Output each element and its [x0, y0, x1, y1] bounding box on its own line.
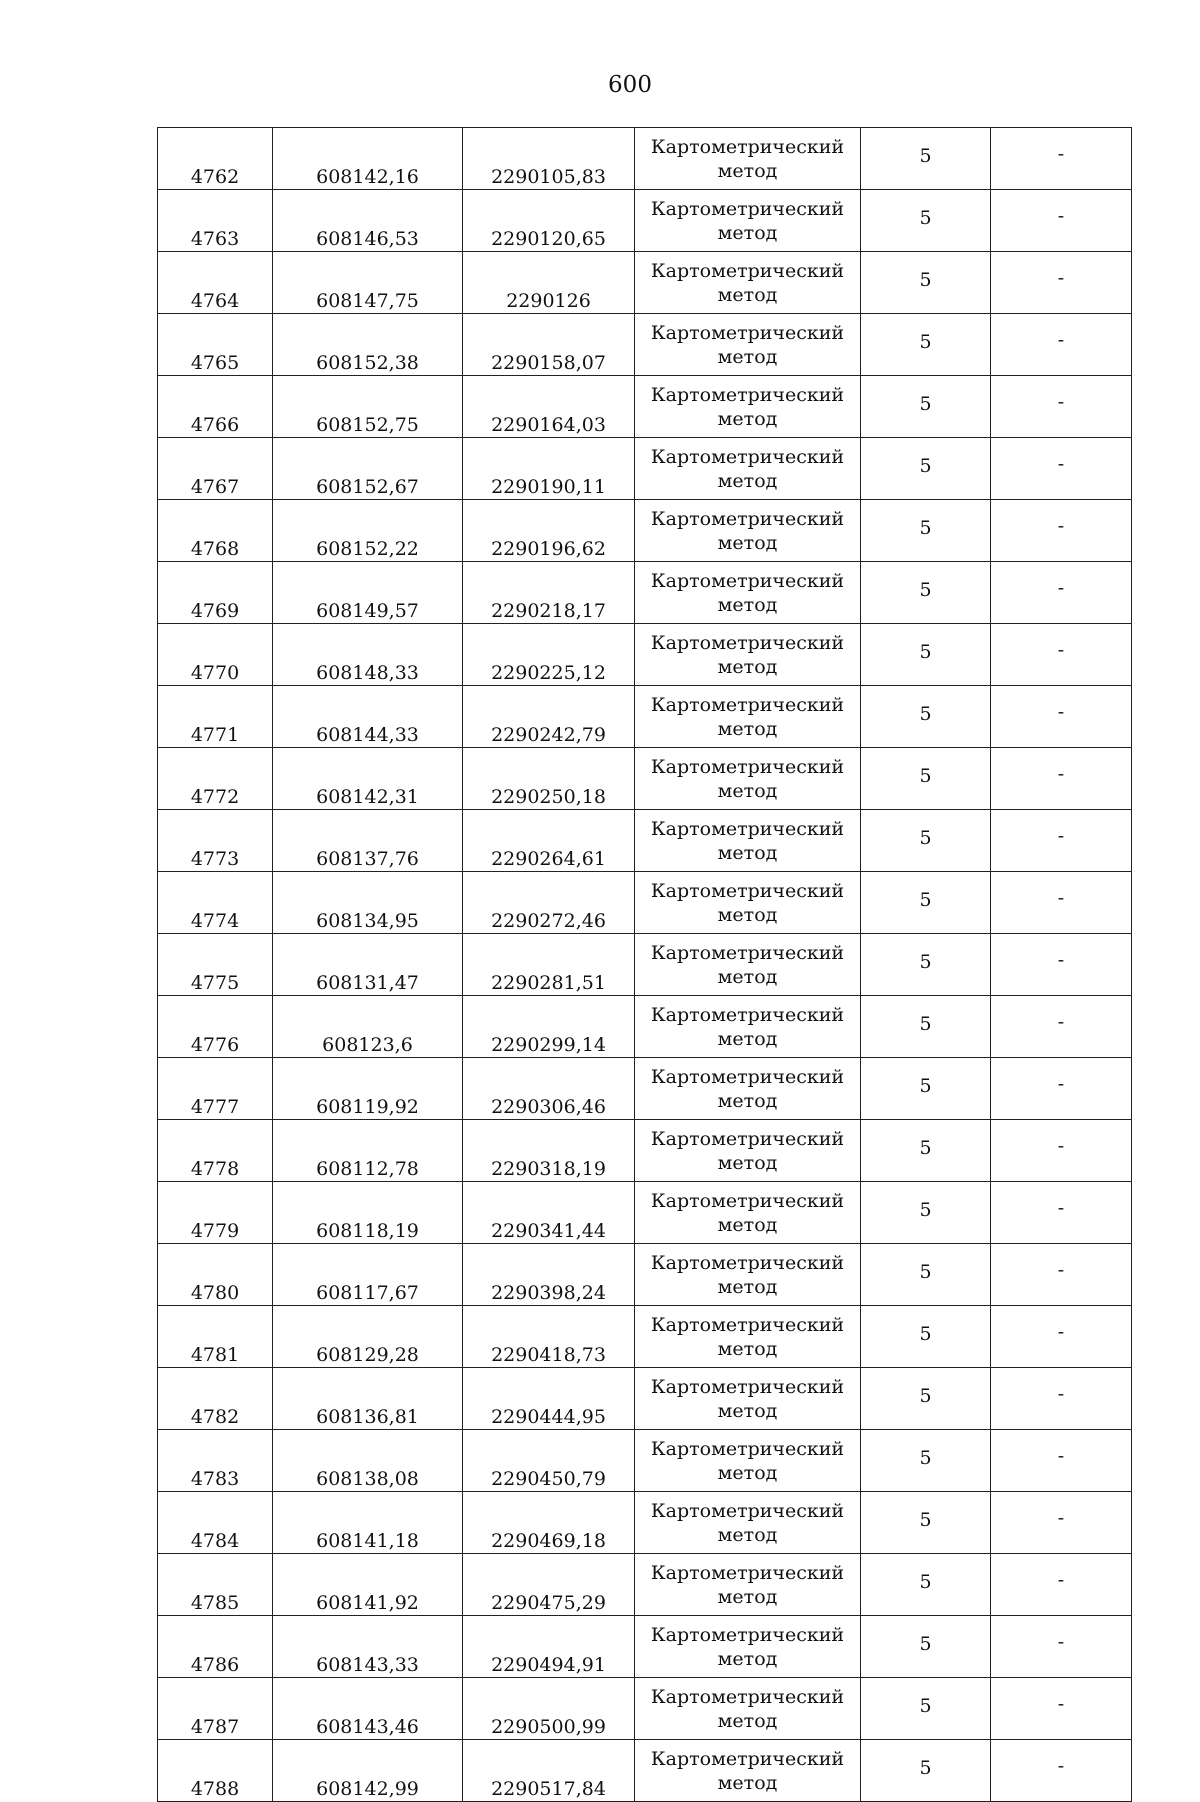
- method-line-1: Картометрический: [650, 1437, 845, 1460]
- x-coordinate-cell: 608112,78: [273, 1120, 463, 1182]
- method-cell: [635, 1244, 861, 1306]
- method-line-1: Картометрический: [650, 321, 845, 344]
- point-number-cell: 4776: [158, 996, 273, 1058]
- method-line-1: Картометрический: [650, 631, 845, 654]
- table-row: [158, 376, 1132, 438]
- accuracy-cell: 5: [861, 1430, 991, 1492]
- y-coordinate-cell: 2290196,62: [463, 500, 635, 562]
- method-line-1: Картометрический: [650, 1189, 845, 1212]
- method-cell: [635, 1430, 861, 1492]
- method-cell: [635, 1306, 861, 1368]
- accuracy-cell: 5: [861, 1492, 991, 1554]
- accuracy-cell: 5: [861, 872, 991, 934]
- method-cell: [635, 190, 861, 252]
- point-number-cell: 4779: [158, 1182, 273, 1244]
- method-line-1: Картометрический: [650, 1127, 845, 1150]
- x-coordinate-cell: 608147,75: [273, 252, 463, 314]
- y-coordinate-cell: 2290306,46: [463, 1058, 635, 1120]
- method-cell: [635, 562, 861, 624]
- accuracy-cell: 5: [861, 314, 991, 376]
- method-line-1: Картометрический: [650, 383, 845, 406]
- method-line-1: Картометрический: [650, 941, 845, 964]
- x-coordinate-cell: 608143,46: [273, 1678, 463, 1740]
- point-number-cell: 4772: [158, 748, 273, 810]
- accuracy-cell: 5: [861, 376, 991, 438]
- method-line-1: Картометрический: [650, 1685, 845, 1708]
- method-line-1: Картометрический: [650, 693, 845, 716]
- point-number-cell: 4780: [158, 1244, 273, 1306]
- method-line-1: Картометрический: [650, 445, 845, 468]
- x-coordinate-cell: 608141,18: [273, 1492, 463, 1554]
- method-line-1: Картометрический: [650, 1623, 845, 1646]
- method-line-1: Картометрический: [650, 507, 845, 530]
- table-row: [158, 1244, 1132, 1306]
- accuracy-cell: 5: [861, 934, 991, 996]
- point-number-cell: 4784: [158, 1492, 273, 1554]
- method-line-1: Картометрический: [650, 135, 845, 158]
- accuracy-cell: 5: [861, 1368, 991, 1430]
- x-coordinate-cell: 608144,33: [273, 686, 463, 748]
- table-row: [158, 934, 1132, 996]
- method-cell: [635, 1368, 861, 1430]
- x-coordinate-cell: 608119,92: [273, 1058, 463, 1120]
- point-number-cell: 4763: [158, 190, 273, 252]
- method-cell: [635, 1058, 861, 1120]
- y-coordinate-cell: 2290398,24: [463, 1244, 635, 1306]
- y-coordinate-cell: 2290190,11: [463, 438, 635, 500]
- method-line-2: метод: [717, 717, 778, 740]
- table-row: [158, 1678, 1132, 1740]
- y-coordinate-cell: 2290450,79: [463, 1430, 635, 1492]
- note-cell: -: [991, 252, 1132, 314]
- method-line-1: Картометрический: [650, 1499, 845, 1522]
- table-row: [158, 252, 1132, 314]
- table-row: [158, 686, 1132, 748]
- method-line-2: метод: [717, 655, 778, 678]
- note-cell: -: [991, 1182, 1132, 1244]
- method-line-1: Картометрический: [650, 1251, 845, 1274]
- note-cell: -: [991, 1244, 1132, 1306]
- method-line-2: метод: [717, 283, 778, 306]
- x-coordinate-cell: 608141,92: [273, 1554, 463, 1616]
- note-cell: -: [991, 562, 1132, 624]
- method-cell: [635, 624, 861, 686]
- method-line-2: метод: [717, 1709, 778, 1732]
- accuracy-cell: 5: [861, 1120, 991, 1182]
- y-coordinate-cell: 2290126: [463, 252, 635, 314]
- note-cell: -: [991, 686, 1132, 748]
- method-line-1: Картометрический: [650, 1747, 845, 1770]
- point-number-cell: 4774: [158, 872, 273, 934]
- x-coordinate-cell: 608142,31: [273, 748, 463, 810]
- method-cell: [635, 934, 861, 996]
- x-coordinate-cell: 608152,75: [273, 376, 463, 438]
- note-cell: -: [991, 1616, 1132, 1678]
- method-cell: [635, 996, 861, 1058]
- accuracy-cell: 5: [861, 1058, 991, 1120]
- table-row: [158, 438, 1132, 500]
- y-coordinate-cell: 2290264,61: [463, 810, 635, 872]
- method-cell: [635, 500, 861, 562]
- method-cell: [635, 1678, 861, 1740]
- accuracy-cell: 5: [861, 624, 991, 686]
- method-line-2: метод: [717, 903, 778, 926]
- x-coordinate-cell: 608143,33: [273, 1616, 463, 1678]
- table-row: [158, 500, 1132, 562]
- point-number-cell: 4766: [158, 376, 273, 438]
- y-coordinate-cell: 2290225,12: [463, 624, 635, 686]
- method-cell: [635, 1554, 861, 1616]
- x-coordinate-cell: 608146,53: [273, 190, 463, 252]
- note-cell: -: [991, 748, 1132, 810]
- table-row: [158, 624, 1132, 686]
- table-row: [158, 1306, 1132, 1368]
- x-coordinate-cell: 608142,16: [273, 128, 463, 190]
- x-coordinate-cell: 608134,95: [273, 872, 463, 934]
- method-line-1: Картометрический: [650, 1561, 845, 1584]
- note-cell: -: [991, 1306, 1132, 1368]
- accuracy-cell: 5: [861, 128, 991, 190]
- point-number-cell: 4785: [158, 1554, 273, 1616]
- method-line-2: метод: [717, 1585, 778, 1608]
- point-number-cell: 4787: [158, 1678, 273, 1740]
- method-line-2: метод: [717, 1647, 778, 1670]
- method-line-1: Картометрический: [650, 1375, 845, 1398]
- note-cell: -: [991, 1554, 1132, 1616]
- accuracy-cell: 5: [861, 1306, 991, 1368]
- x-coordinate-cell: 608129,28: [273, 1306, 463, 1368]
- point-number-cell: 4778: [158, 1120, 273, 1182]
- accuracy-cell: 5: [861, 686, 991, 748]
- point-number-cell: 4769: [158, 562, 273, 624]
- note-cell: -: [991, 438, 1132, 500]
- method-cell: [635, 872, 861, 934]
- point-number-cell: 4765: [158, 314, 273, 376]
- method-cell: [635, 252, 861, 314]
- point-number-cell: 4770: [158, 624, 273, 686]
- method-line-2: метод: [717, 469, 778, 492]
- note-cell: -: [991, 1058, 1132, 1120]
- method-line-1: Картометрический: [650, 879, 845, 902]
- x-coordinate-cell: 608131,47: [273, 934, 463, 996]
- note-cell: -: [991, 1368, 1132, 1430]
- x-coordinate-cell: 608118,19: [273, 1182, 463, 1244]
- point-number-cell: 4782: [158, 1368, 273, 1430]
- point-number-cell: 4764: [158, 252, 273, 314]
- y-coordinate-cell: 2290164,03: [463, 376, 635, 438]
- point-number-cell: 4771: [158, 686, 273, 748]
- accuracy-cell: 5: [861, 810, 991, 872]
- accuracy-cell: 5: [861, 1678, 991, 1740]
- note-cell: -: [991, 1430, 1132, 1492]
- method-cell: [635, 128, 861, 190]
- method-line-1: Картометрический: [650, 817, 845, 840]
- method-line-2: метод: [717, 345, 778, 368]
- note-cell: -: [991, 1120, 1132, 1182]
- method-line-1: Картометрический: [650, 197, 845, 220]
- table-row: [158, 190, 1132, 252]
- page-number: 600: [608, 72, 652, 98]
- method-line-2: метод: [717, 1027, 778, 1050]
- accuracy-cell: 5: [861, 1244, 991, 1306]
- method-line-2: метод: [717, 1337, 778, 1360]
- note-cell: -: [991, 1492, 1132, 1554]
- table-row: [158, 872, 1132, 934]
- x-coordinate-cell: 608152,38: [273, 314, 463, 376]
- x-coordinate-cell: 608136,81: [273, 1368, 463, 1430]
- note-cell: -: [991, 1678, 1132, 1740]
- y-coordinate-cell: 2290444,95: [463, 1368, 635, 1430]
- method-cell: [635, 376, 861, 438]
- method-line-1: Картометрический: [650, 569, 845, 592]
- point-number-cell: 4768: [158, 500, 273, 562]
- table-row: [158, 1740, 1132, 1802]
- point-number-cell: 4767: [158, 438, 273, 500]
- note-cell: -: [991, 624, 1132, 686]
- method-cell: [635, 1182, 861, 1244]
- x-coordinate-cell: 608152,67: [273, 438, 463, 500]
- method-cell: [635, 686, 861, 748]
- accuracy-cell: 5: [861, 1554, 991, 1616]
- table-row: [158, 314, 1132, 376]
- y-coordinate-cell: 2290281,51: [463, 934, 635, 996]
- method-line-2: метод: [717, 159, 778, 182]
- method-cell: [635, 810, 861, 872]
- note-cell: -: [991, 190, 1132, 252]
- accuracy-cell: 5: [861, 1740, 991, 1802]
- method-cell: [635, 1616, 861, 1678]
- method-line-1: Картометрический: [650, 1003, 845, 1026]
- method-cell: [635, 1492, 861, 1554]
- accuracy-cell: 5: [861, 748, 991, 810]
- y-coordinate-cell: 2290120,65: [463, 190, 635, 252]
- note-cell: -: [991, 810, 1132, 872]
- accuracy-cell: 5: [861, 1616, 991, 1678]
- accuracy-cell: 5: [861, 252, 991, 314]
- table-row: [158, 1368, 1132, 1430]
- y-coordinate-cell: 2290158,07: [463, 314, 635, 376]
- y-coordinate-cell: 2290500,99: [463, 1678, 635, 1740]
- method-line-2: метод: [717, 221, 778, 244]
- method-line-2: метод: [717, 1523, 778, 1546]
- x-coordinate-cell: 608142,99: [273, 1740, 463, 1802]
- note-cell: -: [991, 996, 1132, 1058]
- method-line-2: метод: [717, 779, 778, 802]
- table-row: [158, 1616, 1132, 1678]
- x-coordinate-cell: 608123,6: [273, 996, 463, 1058]
- table-row: [158, 128, 1132, 190]
- method-line-2: метод: [717, 407, 778, 430]
- table-row: [158, 1492, 1132, 1554]
- accuracy-cell: 5: [861, 438, 991, 500]
- accuracy-cell: 5: [861, 562, 991, 624]
- point-number-cell: 4783: [158, 1430, 273, 1492]
- table-row: [158, 562, 1132, 624]
- point-number-cell: 4781: [158, 1306, 273, 1368]
- accuracy-cell: 5: [861, 500, 991, 562]
- point-number-cell: 4788: [158, 1740, 273, 1802]
- method-cell: [635, 748, 861, 810]
- method-line-2: метод: [717, 965, 778, 988]
- table-row: [158, 748, 1132, 810]
- method-line-2: метод: [717, 531, 778, 554]
- y-coordinate-cell: 2290242,79: [463, 686, 635, 748]
- method-line-2: метод: [717, 841, 778, 864]
- x-coordinate-cell: 608117,67: [273, 1244, 463, 1306]
- y-coordinate-cell: 2290469,18: [463, 1492, 635, 1554]
- y-coordinate-cell: 2290105,83: [463, 128, 635, 190]
- table-row: [158, 1120, 1132, 1182]
- point-number-cell: 4762: [158, 128, 273, 190]
- method-line-2: метод: [717, 1089, 778, 1112]
- table-row: [158, 810, 1132, 872]
- table-row: [158, 1554, 1132, 1616]
- note-cell: -: [991, 934, 1132, 996]
- method-line-2: метод: [717, 1213, 778, 1236]
- table-row: [158, 1182, 1132, 1244]
- y-coordinate-cell: 2290250,18: [463, 748, 635, 810]
- accuracy-cell: 5: [861, 1182, 991, 1244]
- method-cell: [635, 1740, 861, 1802]
- note-cell: -: [991, 128, 1132, 190]
- x-coordinate-cell: 608149,57: [273, 562, 463, 624]
- point-number-cell: 4773: [158, 810, 273, 872]
- table-row: [158, 996, 1132, 1058]
- y-coordinate-cell: 2290341,44: [463, 1182, 635, 1244]
- method-line-1: Картометрический: [650, 1313, 845, 1336]
- method-cell: [635, 314, 861, 376]
- method-line-2: метод: [717, 1399, 778, 1422]
- table-row: [158, 1430, 1132, 1492]
- y-coordinate-cell: 2290494,91: [463, 1616, 635, 1678]
- method-cell: [635, 438, 861, 500]
- table-row: [158, 1058, 1132, 1120]
- y-coordinate-cell: 2290272,46: [463, 872, 635, 934]
- y-coordinate-cell: 2290517,84: [463, 1740, 635, 1802]
- method-line-2: метод: [717, 1151, 778, 1174]
- note-cell: -: [991, 872, 1132, 934]
- method-line-2: метод: [717, 1771, 778, 1794]
- x-coordinate-cell: 608137,76: [273, 810, 463, 872]
- point-number-cell: 4786: [158, 1616, 273, 1678]
- y-coordinate-cell: 2290418,73: [463, 1306, 635, 1368]
- coordinates-table-body: [158, 128, 1132, 1802]
- x-coordinate-cell: 608152,22: [273, 500, 463, 562]
- method-line-2: метод: [717, 1275, 778, 1298]
- y-coordinate-cell: 2290475,29: [463, 1554, 635, 1616]
- x-coordinate-cell: 608148,33: [273, 624, 463, 686]
- method-line-2: метод: [717, 1461, 778, 1484]
- coordinates-table: [157, 127, 1132, 1802]
- note-cell: -: [991, 376, 1132, 438]
- method-line-1: Картометрический: [650, 259, 845, 282]
- point-number-cell: 4775: [158, 934, 273, 996]
- accuracy-cell: 5: [861, 190, 991, 252]
- y-coordinate-cell: 2290318,19: [463, 1120, 635, 1182]
- method-line-1: Картометрический: [650, 1065, 845, 1088]
- point-number-cell: 4777: [158, 1058, 273, 1120]
- y-coordinate-cell: 2290218,17: [463, 562, 635, 624]
- note-cell: -: [991, 314, 1132, 376]
- note-cell: -: [991, 1740, 1132, 1802]
- method-line-1: Картометрический: [650, 755, 845, 778]
- y-coordinate-cell: 2290299,14: [463, 996, 635, 1058]
- note-cell: -: [991, 500, 1132, 562]
- method-cell: [635, 1120, 861, 1182]
- x-coordinate-cell: 608138,08: [273, 1430, 463, 1492]
- method-line-2: метод: [717, 593, 778, 616]
- accuracy-cell: 5: [861, 996, 991, 1058]
